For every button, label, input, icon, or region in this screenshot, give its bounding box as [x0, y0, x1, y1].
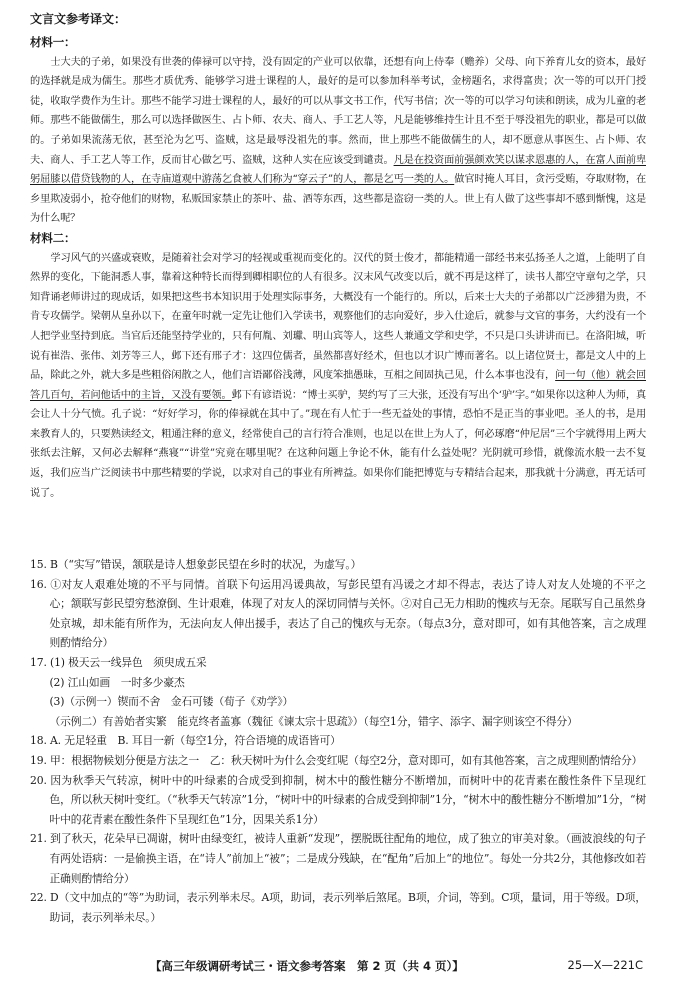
answer-17-2: (2) 江山如画 一时多少豪杰: [49, 675, 185, 689]
answer-16: 16. ①对友人艰难处境的不平与同情。首联下句运用冯谖典故，写彭民望有冯谖之才却不得志，表达了诗人对友人处境的不平之心；颔联写彭民望穷愁潦倒、生计艰难，体现了对友人的深切同情与关怀。②对自己无力相助的愧疚与无奈。尾联写自己虽然身处京城，却未能有所作为，无法向友人伸出援手，表达了自己的愧疚与无奈。（每点3分，意对即可，如有其他答案，言之成理则酌情给分）: [30, 577, 646, 650]
footer-code: 25—X—221C: [567, 958, 643, 972]
answer-15: 15. B（“实写”错误，颔联是诗人想象彭民望在乡时的状况，为虚写。）: [30, 558, 362, 571]
answer-21: 21. 到了秋天，花朵早已凋谢，树叶由绿变红，被诗人重新“发现”，摆脱既往配角的地位，成了独立的审美对象。（画波浪线的句子有两处语病：一是偷换主语，在“诗人”前加上“被”；二是成分残缺，在“配角”后加上“的地位”。每处一分共2分，其他修改如若正确则酌情给分）: [30, 832, 646, 885]
answer-22: 22. D（文中加点的“等”为助词，表示列举未尽。A项，助词，表示列举后煞尾。B项，介词，等到。C项，量词，用于等级。D项，助词，表示列举未尽。）: [30, 891, 646, 924]
answer-17-1: 17. (1) 极天云一线异色 须臾成五采: [30, 655, 207, 669]
material1-heading: 材料一：: [30, 35, 76, 49]
material1-text-b: 做官时掩人耳目，贪污受贿，夺取财物，在乡里欺凌弱小，抢夺他们的财物，私贩国家禁止的茶叶、盐、酒等东西，这些都是盗窃一类的人。世上有人做了这些事却不感到惭愧，这是为什么呢？: [30, 174, 646, 225]
material2-paragraph: [30, 249, 646, 504]
classical-translation: [30, 33, 646, 503]
material2-text-b: 邺下有谚语说：“博士买驴，契约写了三大张，还没有写出个‘驴’字。”如果你以这种人为师，真会让人十分气愤。孔子说：“好好学习，你的俸禄就在其中了。”现在有人忙于一些无益处的事情，恐怕不是正当的事业吧。圣人的书，是用来教育人的，只要熟读经文，粗通注释的意义，经常使自己的言行符合准则，也足以在世上为人了，何必琢磨“仲尼居”三个字就得用上两大张纸去注解，又何必去解释“燕寝”“讲堂”究竟在哪里呢？在这种问题上争论不休，能有什么益处呢？光阴就可珍惜，就像流水般一去不复返，我们应当广泛阅读书中那些精要的学说，以求对自己的事业有所裨益。如果你们能把博览与专精结合起来，那我就十分满意，再无话可说了。: [30, 389, 646, 499]
material2-underlined: 问一句（他）就会回答几百句，若问他话中的主旨，又没有要领。: [30, 370, 646, 401]
answer-19: 19. 甲：根据物候划分便是方法之一 乙：秋天树叶为什么会变红呢（每空2分，意对即可，如有其他答案，言之成理则酌情给分）: [30, 753, 643, 767]
material1-underlined: 凡是在投资面前强颜欢笑以谋求恩惠的人，在富人面前卑躬屈膝以借贷钱物的人，在寺庙道观中游荡乞食被人们称为“穿云子”的人，都是乞丐一类的人。: [30, 154, 646, 186]
answer-17-3a: (3)（示例一）锲而不舍 金石可镂（荀子《劝学》）: [49, 695, 294, 709]
answer-17-3b: （示例二）有善始者实繁 能克终者盖寡（魏征《谏太宗十思疏》）（每空1分，错字、添字、漏字则该空不得分）: [49, 714, 578, 728]
material2-heading: 材料二：: [30, 230, 76, 245]
material2-text-a: 学习风气的兴盛或衰败，是随着社会对学习的轻视或重视而变化的。汉代的贤士俊才，都能精通一部经书来弘扬圣人之道，上能明了自然界的变化，下能洞悉人事，靠着这种特长而得到卿相职位的人有很多。汉末风气改变以后，就不再是这样了，读书人都空守章句之学，只知背诵老师讲过的现成话，如果把这些书本知识用于处理实际事务，大概没有一个能行的。所以，后来士大夫的子弟都以广泛涉猎为贵，不肯专攻儒学。梁朝从皇孙以下，在童年时就一定先让他们入学读书，观察他们的志向爱好，步入仕途后，就参与文官的事务，大约没有一个人把学业坚持到底。当官后还能坚持学业的，只有何胤、刘瓛、明山宾等人，这些人兼通文学和史学，不只是口头讲讲而已。在洛阳城，听说有崔浩、张伟、刘芳等三人，邺下还有邢子才：这四位儒者，虽然都喜好经术，但也以才识广博而著名。以上诸位贤士，都是文人中的上品，除此之外，就大多是些粗俗闲散之人，他们言语鄙俗浅薄，风度笨拙愚昧，互相之间固执己见，什么本事也没有，: [30, 252, 646, 382]
answer-20: 20. 因为秋季天气转凉，树叶中的叶绿素的合成受到抑制，树木中的酸性糖分不断增加，而树叶中的花青素在酸性条件下呈现红色，所以秋天树叶变红。（“秋季天气转凉”1分，“树叶中的叶绿素的合成受到抑制”1分，“树木中的酸性糖分不断增加”1分，“树叶中的花青素在酸性条件下呈现红色”1分，因果关系1分）: [30, 773, 646, 826]
material1-text-a: 士大夫的子弟，如果没有世袭的俸禄可以守持，没有固定的产业可以依靠，还想有向上侍奉（赡养）父母、向下养育儿女的资本，最好的选择就是成为儒生。那些才质优秀、能够学习进士课程的人，最好的是可以参加科举考试，金榜题名，求得富贵；次一等的可以开门授徒，收取学费作为生计。那些不能学习进士课程的人，最好的可以从事文书工作，代写书信；次一等的可以学习句读和朗读，成为儿童的老师。那些不能做儒生，那么可以选择做医生、占卜师、农夫、商人、手工艺人等，凡是能够维持生计且不至于辱没祖先的职业，都是可以做的。子弟如果流荡无依，甚至沦为乞丐、盗贼，这是最辱没祖先的事。然而，世上那些不能做儒生的人，却不愿意从事医生、占卜师、农夫、商人、手工艺人等工作，反而甘心做乞丐、盗贼，这种人实在应该受到谴责。: [30, 56, 646, 166]
answer-18: 18. A. 无足轻重 B. 耳目一新（每空1分，符合语境的成语皆可）: [30, 734, 341, 748]
footer-page-info: 【高三年级调研考试三・语文参考答案 第 2 页（共 4 页）】: [150, 959, 464, 973]
answers-section: [30, 555, 646, 927]
material1-paragraph: [30, 53, 646, 229]
section-title: 文言文参考译文：: [30, 12, 127, 26]
